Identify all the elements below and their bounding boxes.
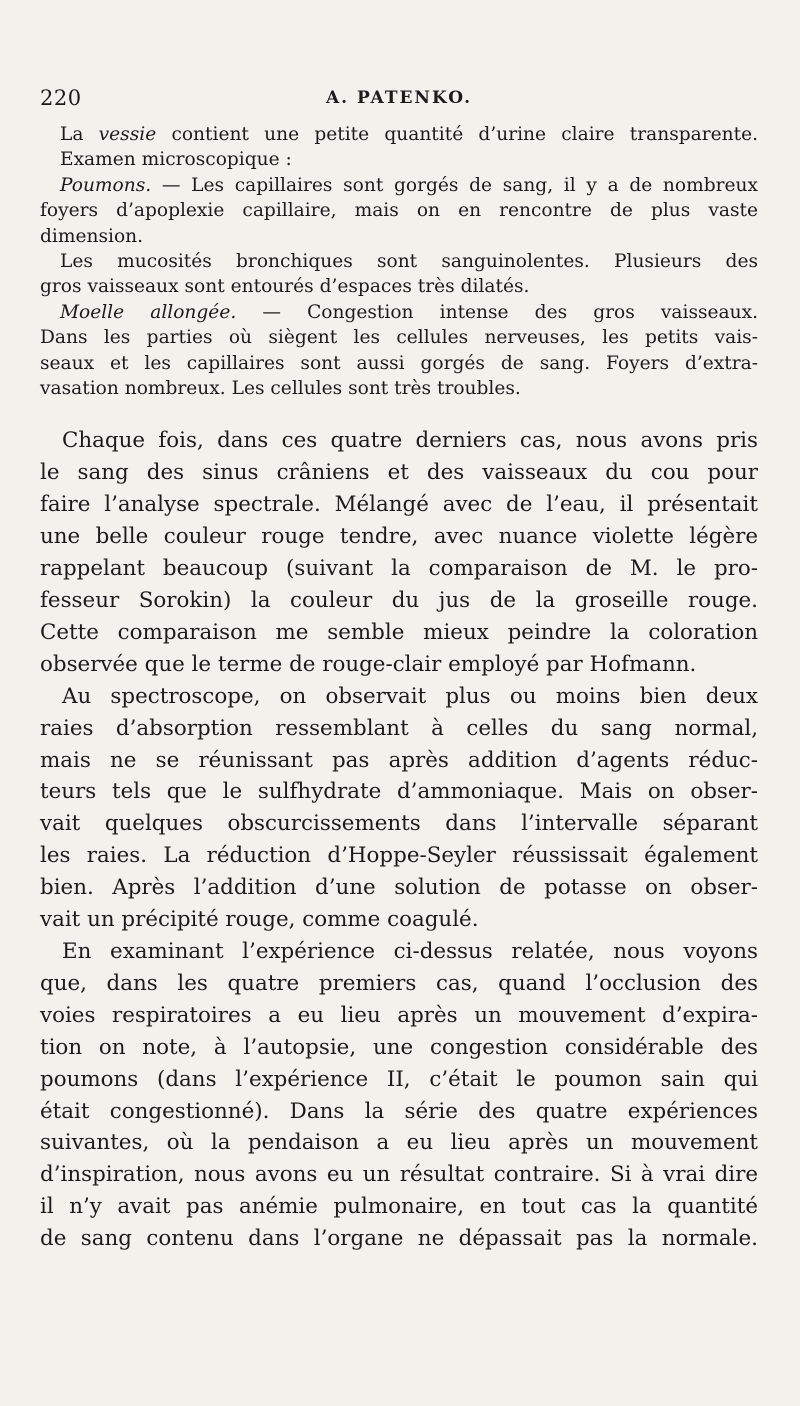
text-line: Au spectroscope, on observait plus ou moins bien deux	[62, 683, 758, 709]
running-title: A. PATENKO.	[325, 88, 473, 108]
text-line: d’inspiration, nous avons eu un résultat contraire. Si à vrai dire	[40, 1162, 758, 1188]
text-line: dimension.	[40, 225, 144, 247]
text-line: était congestionné). Dans la série des quatre expériences	[40, 1098, 758, 1124]
text-line: voies respiratoires a eu lieu après un mouvement d’expira-	[40, 1002, 758, 1028]
text-line: teurs tels que le sulfhydrate d’ammoniaque. Mais on obser-	[40, 779, 758, 805]
text-line: le sang des sinus crâniens et des vaisseaux du cou pour	[40, 460, 758, 486]
main-text	[40, 425, 758, 1255]
text-line: Poumons. — Les capillaires sont gorgés de sang, il y a de nombreux	[60, 174, 758, 196]
text-line: de sang contenu dans l’organe ne dépassait pas la normale.	[40, 1226, 758, 1252]
text-line: raies d’absorption ressemblant à celles du sang normal,	[40, 715, 758, 741]
text-line: Cette comparaison me semble mieux peindre la coloration	[40, 619, 758, 645]
text-line: vait un précipité rouge, comme coagulé.	[40, 907, 479, 933]
text-line: Les mucosités bronchiques sont sanguinolentes. Plusieurs des	[60, 251, 758, 273]
text-line: tion on note, à l’autopsie, une congestion considérable des	[40, 1034, 758, 1060]
text-line: fesseur Sorokin) la couleur du jus de la groseille rouge.	[40, 588, 758, 613]
text-line: suivantes, où la pendaison a eu lieu après un mouvement	[40, 1130, 758, 1156]
text-line: une belle couleur rouge tendre, avec nuance violette légère	[40, 524, 758, 550]
text-line: gros vaisseaux sont entourés d’espaces très dilatés.	[40, 276, 530, 298]
text-line: poumons (dans l’expérience II, c’était le poumon sain qui	[40, 1066, 758, 1092]
text-line: observée que le terme de rouge-clair employé par Hofmann.	[40, 651, 697, 677]
text-line: que, dans les quatre premiers cas, quand l’occlusion des	[40, 970, 758, 996]
text-line: Chaque fois, dans ces quatre derniers cas, nous avons pris	[62, 428, 758, 454]
text-line: vasation nombreux. Les cellules sont très troubles.	[40, 378, 521, 400]
text-line: il n’y avait pas anémie pulmonaire, en tout cas la quantité	[40, 1194, 758, 1220]
text-line: les raies. La réduction d’Hoppe-Seyler réussissait également	[40, 843, 758, 869]
text-line: faire l’analyse spectrale. Mélangé avec de l’eau, il présentait	[40, 492, 758, 518]
text-line: rappelant beaucoup (suivant la comparaison de M. le pro-	[40, 556, 758, 582]
text-line: Moelle allongée. — Congestion intense des gros vaisseaux.	[60, 301, 758, 323]
autopsy-notes	[40, 122, 758, 401]
text-line: mais ne se réunissant pas après addition d’agents réduc-	[40, 747, 758, 773]
text-line: Dans les parties où siègent les cellules nerveuses, les petits vais-	[40, 327, 758, 349]
text-line: vait quelques obscurcissements dans l’intervalle séparant	[40, 811, 758, 837]
text-line: seaux et les capillaires sont aussi gorgés de sang. Foyers d’extra-	[40, 352, 758, 374]
running-head	[40, 86, 758, 122]
text-line: bien. Après l’addition d’une solution de potasse on obser-	[40, 875, 758, 901]
text-line: foyers d’apoplexie capillaire, mais on en rencontre de plus vaste	[40, 200, 758, 222]
text-line: Examen microscopique :	[60, 149, 292, 171]
text-line: En examinant l’expérience ci-dessus relatée, nous voyons	[62, 938, 758, 964]
text-line: La vessie contient une petite quantité d’urine claire transparente.	[60, 124, 758, 145]
page-number: 220	[40, 86, 82, 110]
